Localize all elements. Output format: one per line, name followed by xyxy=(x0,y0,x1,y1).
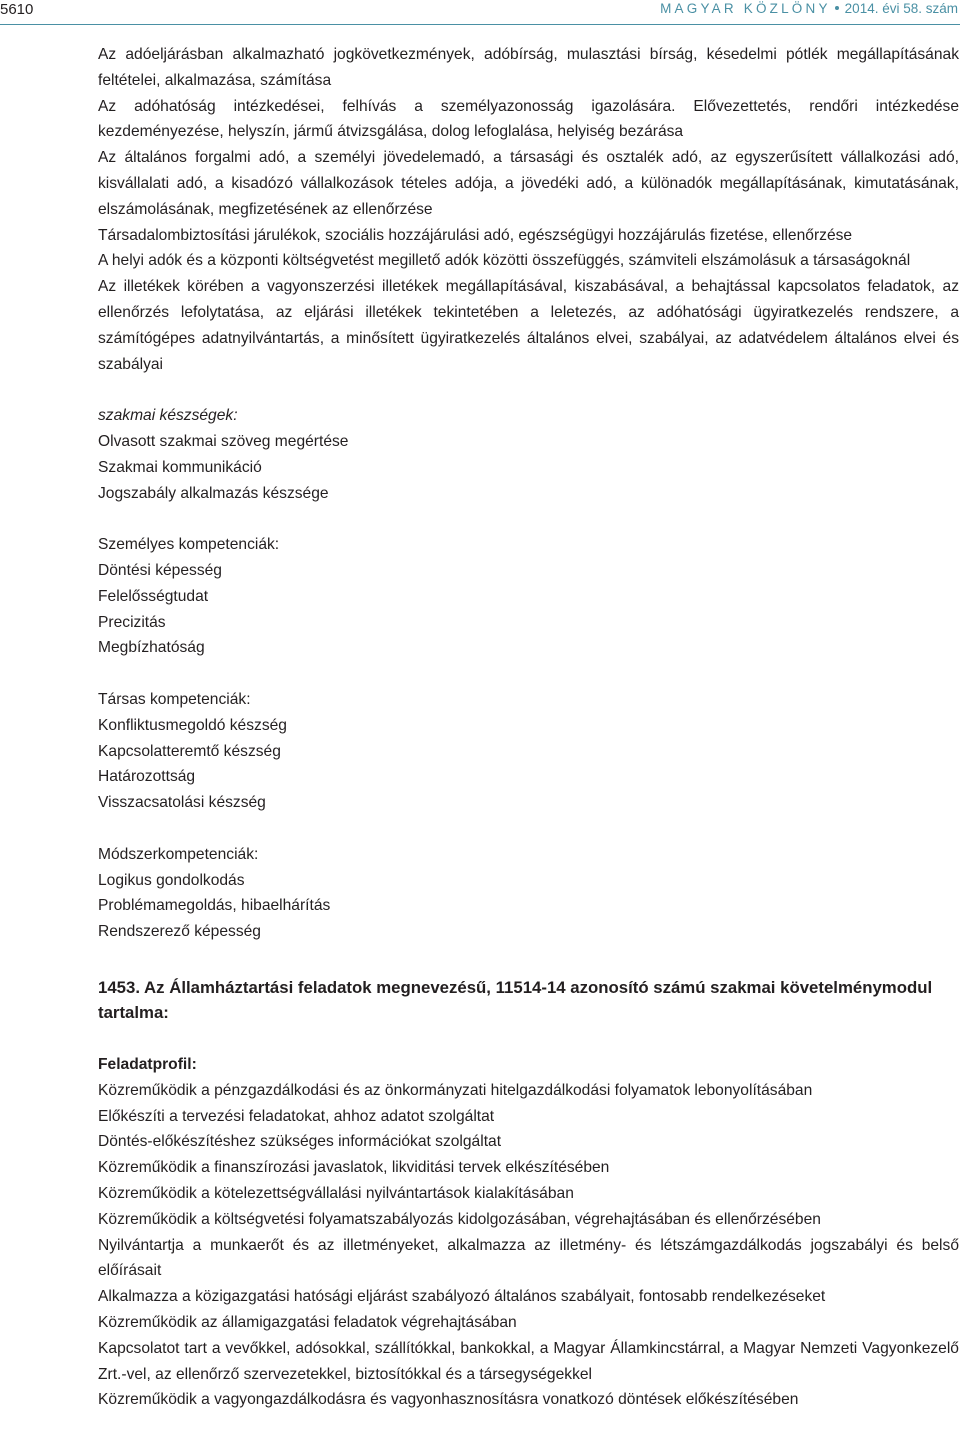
list-item: Döntési képesség xyxy=(98,561,222,579)
list-item: Problémamegoldás, hibaelhárítás xyxy=(98,897,331,915)
list-item: Az adóeljárásban alkalmazható jogkövetkezmények, adóbírság, mulasztási bírság, késedelmi pótlék megállapításának feltételei, alkalmazása, számítása xyxy=(98,46,959,89)
list-item: Döntés-előkészítéshez szükséges információkat szolgáltat xyxy=(98,1133,502,1151)
professional-skills xyxy=(98,403,959,506)
section-title: 1453. Az Államháztartási feladatok megnevezésű, 11514-14 azonosító számú szakmai követelménymodul tartalma: xyxy=(98,977,933,1023)
personal-competencies-label: Személyes kompetenciák: xyxy=(98,536,280,554)
list-item: Közreműködik a vagyongazdálkodásra és vagyonhasznosításra vonatkozó döntések előkészítésében xyxy=(98,1391,799,1409)
page-number: 5610 xyxy=(0,1,34,18)
list-item: Az általános forgalmi adó, a személyi jövedelemadó, a társasági és osztalék adó, az egyszerűsített vállalkozási adó, kisvállalati adó, a kisadózó vállalkozások tételes adója, a jövedéki adó, a különadók megállapításának, kimutatásának, elszámolásának, megfizetésének az ellenőrzése xyxy=(98,149,959,218)
list-item: Rendszerező képesség xyxy=(98,923,261,941)
method-competencies xyxy=(98,842,959,945)
list-item: Logikus gondolkodás xyxy=(98,871,245,889)
list-item: Precizitás xyxy=(98,613,166,631)
page-content xyxy=(98,42,959,1413)
list-item: Közreműködik a pénzgazdálkodási és az önkormányzati hitelgazdálkodási folyamatok lebonyolításában xyxy=(98,1081,813,1099)
list-item: Felelősségtudat xyxy=(98,587,209,605)
professional-skills-label: szakmai készségek: xyxy=(98,407,238,425)
task-profile-label: Feladatprofil: xyxy=(98,1056,197,1074)
list-item: Közreműködik a finanszírozási javaslatok, likviditási tervek elkészítésében xyxy=(98,1159,610,1177)
spacer xyxy=(98,945,959,971)
list-item: Határozottság xyxy=(98,768,196,786)
issue-label: 2014. évi 58. szám xyxy=(844,1,958,16)
list-item: Az illetékek körében a vagyonszerzési illetékek megállapításával, kiszabásával, a behajtással kapcsolatos feladatok, az ellenőrzés lefolytatása, az eljárási illetékek tekintetében a leletezés, az adóhatósági ügyiratkezelés rendszere, a számítógépes adatnyilvántartás, a minősített ügyiratkezelés általános elvei, szabályai, az adatvédelem általános elvei és szabályai xyxy=(98,278,959,373)
list-item: Nyilvántartja a munkaerőt és az illetményeket, alkalmazza az illetmény- és létszámgazdálkodás jogszabályi és belső előírásait xyxy=(98,1236,959,1280)
list-item: Alkalmazza a közigazgatási hatósági eljárást szabályozó általános szabályait, fontosabb rendelkezéseket xyxy=(98,1288,826,1306)
list-item: Társadalombiztosítási járulékok, szociális hozzájárulási adó, egészségügyi hozzájárulás fizetése, ellenőrzése xyxy=(98,226,853,244)
social-competencies-label: Társas kompetenciák: xyxy=(98,690,251,708)
list-item: Előkészíti a tervezési feladatokat, ahhoz adatot szolgáltat xyxy=(98,1107,495,1125)
list-item: Konfliktusmegoldó készség xyxy=(98,716,287,734)
list-item: Megbízhatóság xyxy=(98,639,205,657)
list-item: A helyi adók és a központi költségvetést megillető adók közötti összefüggés, számviteli elszámolásuk a társaságoknál xyxy=(98,252,911,270)
bullet-separator-icon xyxy=(835,6,839,10)
list-item: Közreműködik a kötelezettségvállalási nyilvántartások kialakításában xyxy=(98,1185,574,1203)
spacer xyxy=(98,816,959,842)
task-profile xyxy=(98,1052,959,1413)
list-item: Kapcsolatteremtő készség xyxy=(98,742,281,760)
list-item: Visszacsatolási készség xyxy=(98,794,266,812)
journal-title: MAGYAR KÖZLÖNY xyxy=(660,1,831,16)
social-competencies xyxy=(98,687,959,816)
list-item: Közreműködik az államigazgatási feladatok végrehajtásában xyxy=(98,1314,517,1332)
list-item: Kapcsolatot tart a vevőkkel, adósokkal, szállítókkal, bankokkal, a Magyar Államkincstárral, a Magyar Nemzeti Vagyonkezelő Zrt.-vel, az ellenőrző szervezetekkel, biztosítókkal és a társegységekkel xyxy=(98,1339,959,1383)
method-competencies-label: Módszerkompetenciák: xyxy=(98,845,259,863)
spacer xyxy=(98,661,959,687)
spacer xyxy=(98,1026,959,1052)
list-item: Az adóhatóság intézkedései, felhívás a személyazonosság igazolására. Elővezettetés, rendőri intézkedése kezdeményezése, helyszín, jármű átvizsgálása, dolog lefoglalása, helyiség bezárása xyxy=(98,97,959,141)
running-head xyxy=(660,1,958,16)
list-item: Közreműködik a költségvetési folyamatszabályozás kidolgozásában, végrehajtásában és ellenőrzésében xyxy=(98,1210,821,1228)
knowledge-list xyxy=(98,42,959,377)
spacer xyxy=(98,377,959,403)
personal-competencies xyxy=(98,532,959,661)
header-rule xyxy=(0,24,960,25)
spacer xyxy=(98,506,959,532)
page-header xyxy=(0,0,960,24)
list-item: Jogszabály alkalmazás készsége xyxy=(98,484,329,502)
list-item: Szakmai kommunikáció xyxy=(98,458,262,476)
list-item: Olvasott szakmai szöveg megértése xyxy=(98,432,349,450)
